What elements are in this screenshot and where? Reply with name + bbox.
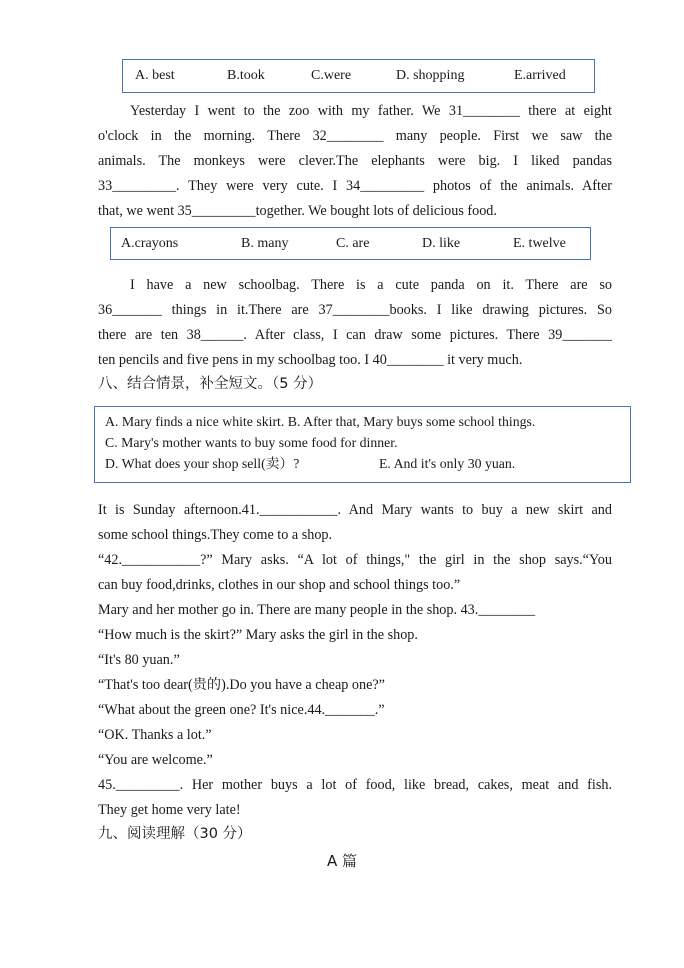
option-row — [105, 453, 630, 474]
option-d: D. What does your shop sell(卖）? — [105, 456, 300, 471]
passage-line: 36_______ things in it.There are 37________books. I like drawing pictures. So — [98, 302, 612, 318]
passage-line: They get home very late! — [98, 802, 241, 818]
passage-line: It is Sunday afternoon.41.___________. And Mary wants to buy a new skirt and — [98, 502, 612, 518]
passage-line: “It's 80 yuan.” — [98, 652, 180, 668]
word-bank-option: A. best — [135, 68, 175, 83]
passage-line: animals. The monkeys were clever.The elephants were big. I liked pandas — [98, 153, 612, 169]
word-bank-option: C. are — [336, 235, 370, 251]
word-bank-option: B.took — [227, 68, 265, 83]
word-bank-option: A.crayons — [121, 235, 179, 251]
passage-line: “You are welcome.” — [98, 752, 213, 768]
option-row: A. Mary finds a nice white skirt. B. After that, Mary buys some school things. — [105, 414, 536, 429]
passage-line: some school things.They come to a shop. — [98, 527, 333, 543]
section-8-title: 八、结合情景，补全短文。（5 分） — [98, 376, 323, 392]
word-bank-1 — [122, 59, 595, 93]
word-bank-option: B. many — [241, 235, 289, 251]
word-bank-option: C.were — [311, 68, 352, 83]
word-bank-option: D. shopping — [396, 68, 465, 83]
passage-line: 45._________. Her mother buys a lot of food, like bread, cakes, meat and fish. — [98, 777, 612, 793]
section-8-options — [94, 406, 631, 483]
word-bank-2 — [110, 227, 591, 260]
passage-line: that, we went 35_________together. We bought lots of delicious food. — [98, 203, 497, 219]
option-e: E. And it's only 30 yuan. — [379, 456, 516, 471]
option-row: C. Mary's mother wants to buy some food for dinner. — [105, 435, 398, 450]
passage-1 — [98, 99, 612, 224]
section-9-title: 九、阅读理解（30 分） — [98, 826, 252, 842]
passage-line: Mary and her mother go in. There are many people in the shop. 43.________ — [98, 602, 536, 618]
passage-line: can buy food,drinks, clothes in our shop and school things too.” — [98, 577, 461, 593]
passage-2 — [98, 273, 612, 373]
passage-line: I have a new schoolbag. There is a cute panda on it. There are so — [130, 277, 612, 293]
word-bank-option: E. twelve — [513, 235, 566, 251]
word-bank-option: E.arrived — [514, 68, 566, 83]
passage-line: Yesterday I went to the zoo with my father. We 31________ there at eight — [130, 103, 612, 119]
passage-line: there are ten 38______. After class, I can draw some pictures. There 39_______ — [98, 327, 612, 343]
passage-line: “How much is the skirt?” Mary asks the girl in the shop. — [98, 627, 418, 643]
passage-line: “What about the green one? It's nice.44._______.” — [98, 702, 385, 718]
passage-line: o'clock in the morning. There 32________ many people. First we saw the — [98, 128, 612, 144]
passage-line: “That's too dear(贵的).Do you have a cheap one?” — [98, 677, 385, 693]
passage-line: 33_________. They were very cute. I 34_________ photos of the animals. After — [98, 178, 612, 194]
passage-line: ten pencils and five pens in my schoolbag too. I 40________ it very much. — [98, 352, 523, 368]
passage-line: “42.___________?” Mary asks. “A lot of things," the girl in the shop says.“You — [98, 552, 612, 568]
passage-line: “OK. Thanks a lot.” — [98, 727, 212, 743]
part-a-title: A 篇 — [326, 852, 358, 870]
passage-3 — [98, 498, 612, 823]
word-bank-option: D. like — [422, 235, 461, 251]
